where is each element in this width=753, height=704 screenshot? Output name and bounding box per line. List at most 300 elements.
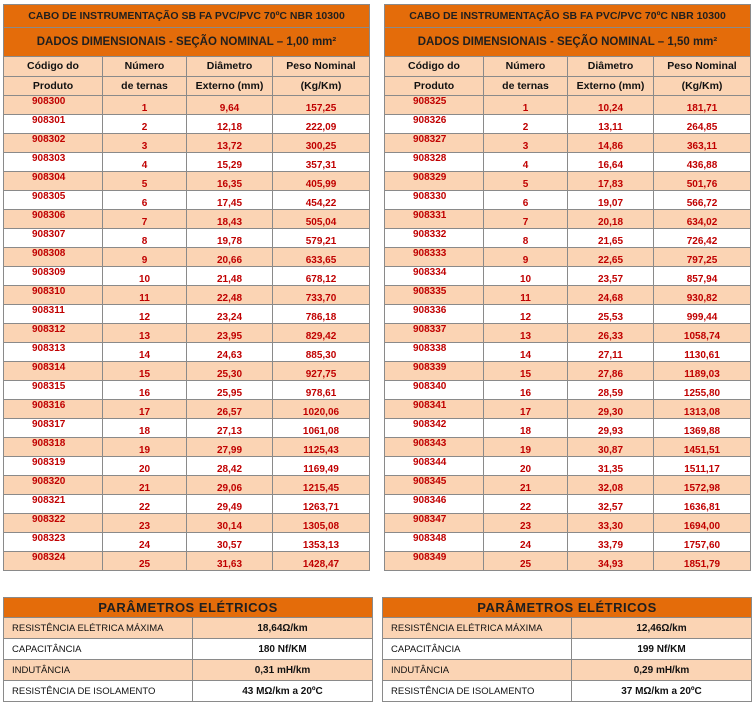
param-row [4,618,373,639]
product-code: 908314 [4,362,103,381]
nominal-weight: 678,12 [273,267,370,286]
nominal-weight: 181,71 [654,96,751,115]
nominal-weight: 1255,80 [654,381,751,400]
product-code: 908320 [4,476,103,495]
table-row [385,324,751,343]
ternas-count: 15 [484,362,568,381]
ternas-count: 1 [103,96,187,115]
ternas-count: 6 [103,191,187,210]
table-row [4,552,370,571]
nominal-weight: 1313,08 [654,400,751,419]
param-label: RESISTÊNCIA ELÉTRICA MÁXIMA [383,618,572,639]
nominal-weight: 264,85 [654,115,751,134]
nominal-weight: 1851,79 [654,552,751,571]
ternas-count: 23 [103,514,187,533]
electrical-params-1-50mm2 [382,597,752,702]
external-diameter: 23,95 [187,324,273,343]
ternas-count: 8 [484,229,568,248]
param-row [383,618,752,639]
ternas-count: 5 [484,172,568,191]
params-rows [4,618,373,702]
external-diameter: 31,63 [187,552,273,571]
external-diameter: 9,64 [187,96,273,115]
table-row [385,438,751,457]
table-row [385,381,751,400]
nominal-weight: 634,02 [654,210,751,229]
table-row [4,248,370,267]
nominal-weight: 501,76 [654,172,751,191]
product-code: 908332 [385,229,484,248]
params-rows [383,618,752,702]
nominal-weight: 1511,17 [654,457,751,476]
ternas-count: 24 [103,533,187,552]
ternas-count: 19 [484,438,568,457]
header-produto: Produto [385,76,484,96]
header-ternas: de ternas [103,76,187,96]
table-row [385,495,751,514]
ternas-count: 14 [484,343,568,362]
nominal-weight: 1572,98 [654,476,751,495]
table-row [4,457,370,476]
nominal-weight: 405,99 [273,172,370,191]
product-code: 908319 [4,457,103,476]
nominal-weight: 357,31 [273,153,370,172]
ternas-count: 3 [484,134,568,153]
ternas-count: 12 [103,305,187,324]
ternas-count: 3 [103,134,187,153]
table-row [4,305,370,324]
table-row [385,248,751,267]
nominal-weight: 797,25 [654,248,751,267]
external-diameter: 27,13 [187,419,273,438]
table-row [385,552,751,571]
nominal-weight: 829,42 [273,324,370,343]
ternas-count: 13 [484,324,568,343]
nominal-weight: 300,25 [273,134,370,153]
param-value: 0,31 mH/km [193,660,373,681]
external-diameter: 25,30 [187,362,273,381]
external-diameter: 32,57 [568,495,654,514]
product-code: 908301 [4,115,103,134]
product-code: 908318 [4,438,103,457]
external-diameter: 17,45 [187,191,273,210]
product-code: 908326 [385,115,484,134]
param-row [383,639,752,660]
table-title: CABO DE INSTRUMENTAÇÃO SB FA PVC/PVC 70ºC NBR 10300 [4,5,370,28]
ternas-count: 20 [484,457,568,476]
nominal-weight: 1263,71 [273,495,370,514]
ternas-count: 21 [484,476,568,495]
product-code: 908308 [4,248,103,267]
ternas-count: 14 [103,343,187,362]
product-code: 908310 [4,286,103,305]
nominal-weight: 1215,45 [273,476,370,495]
product-code: 908333 [385,248,484,267]
external-diameter: 19,78 [187,229,273,248]
external-diameter: 30,87 [568,438,654,457]
product-code: 908330 [385,191,484,210]
param-label: INDUTÂNCIA [383,660,572,681]
nominal-weight: 885,30 [273,343,370,362]
product-code: 908306 [4,210,103,229]
params-title: PARÂMETROS ELÉTRICOS [383,598,752,618]
table-row [385,476,751,495]
product-code: 908302 [4,134,103,153]
ternas-count: 25 [103,552,187,571]
spec-table-body [385,5,751,96]
external-diameter: 24,63 [187,343,273,362]
param-value: 0,29 mH/km [572,660,752,681]
ternas-count: 23 [484,514,568,533]
header-produto: Produto [4,76,103,96]
product-code: 908328 [385,153,484,172]
ternas-count: 16 [103,381,187,400]
table-subtitle: DADOS DIMENSIONAIS - SEÇÃO NOMINAL – 1,00 mm² [4,28,370,57]
product-code: 908305 [4,191,103,210]
nominal-weight: 927,75 [273,362,370,381]
external-diameter: 33,79 [568,533,654,552]
nominal-weight: 1636,81 [654,495,751,514]
nominal-weight: 1125,43 [273,438,370,457]
nominal-weight: 930,82 [654,286,751,305]
table-row [4,514,370,533]
table-row [4,381,370,400]
table-row [4,286,370,305]
external-diameter: 30,14 [187,514,273,533]
product-code: 908324 [4,552,103,571]
spec-table-1-50mm2 [384,4,751,571]
external-diameter: 15,29 [187,153,273,172]
external-diameter: 13,72 [187,134,273,153]
external-diameter: 20,66 [187,248,273,267]
param-value: 12,46Ω/km [572,618,752,639]
params-title-body [4,598,373,618]
param-value: 37 MΩ/km a 20ºC [572,681,752,702]
product-code: 908334 [385,267,484,286]
product-code: 908312 [4,324,103,343]
header-codigo: Código do [385,57,484,77]
ternas-count: 20 [103,457,187,476]
ternas-count: 4 [484,153,568,172]
param-label: INDUTÂNCIA [4,660,193,681]
table-row [4,267,370,286]
ternas-count: 10 [103,267,187,286]
header-diametro: Diâmetro [187,57,273,77]
electrical-params-1-00mm2 [3,597,373,702]
product-code: 908311 [4,305,103,324]
nominal-weight: 1451,51 [654,438,751,457]
external-diameter: 27,11 [568,343,654,362]
table-subtitle: DADOS DIMENSIONAIS - SEÇÃO NOMINAL – 1,50 mm² [385,28,751,57]
ternas-count: 12 [484,305,568,324]
external-diameter: 31,35 [568,457,654,476]
ternas-count: 10 [484,267,568,286]
param-row [4,639,373,660]
ternas-count: 18 [103,419,187,438]
external-diameter: 29,49 [187,495,273,514]
params-title-body [383,598,752,618]
table-row [4,210,370,229]
ternas-count: 6 [484,191,568,210]
table-row [385,115,751,134]
table-row [385,267,751,286]
header-externo: Externo (mm) [568,76,654,96]
nominal-weight: 633,65 [273,248,370,267]
nominal-weight: 363,11 [654,134,751,153]
ternas-count: 17 [484,400,568,419]
external-diameter: 16,35 [187,172,273,191]
product-code: 908337 [385,324,484,343]
header-codigo: Código do [4,57,103,77]
table-row [385,134,751,153]
product-code: 908343 [385,438,484,457]
table-row [385,153,751,172]
external-diameter: 27,99 [187,438,273,457]
external-diameter: 17,83 [568,172,654,191]
nominal-weight: 999,44 [654,305,751,324]
product-code: 908323 [4,533,103,552]
product-code: 908317 [4,419,103,438]
param-value: 199 Nf/KM [572,639,752,660]
spec-table-body [4,5,370,96]
header-peso: Peso Nominal [273,57,370,77]
param-label: CAPACITÂNCIA [4,639,193,660]
table-row [4,362,370,381]
external-diameter: 19,07 [568,191,654,210]
product-code: 908327 [385,134,484,153]
external-diameter: 32,08 [568,476,654,495]
table-row [4,343,370,362]
table-row [385,286,751,305]
nominal-weight: 1169,49 [273,457,370,476]
param-row [383,681,752,702]
ternas-count: 17 [103,400,187,419]
ternas-count: 24 [484,533,568,552]
external-diameter: 30,57 [187,533,273,552]
ternas-count: 7 [484,210,568,229]
external-diameter: 18,43 [187,210,273,229]
external-diameter: 14,86 [568,134,654,153]
ternas-count: 22 [484,495,568,514]
ternas-count: 2 [103,115,187,134]
table-row [385,172,751,191]
external-diameter: 34,93 [568,552,654,571]
table-row [4,533,370,552]
ternas-count: 5 [103,172,187,191]
ternas-count: 9 [103,248,187,267]
table-row [4,400,370,419]
ternas-count: 19 [103,438,187,457]
product-code: 908331 [385,210,484,229]
nominal-weight: 1694,00 [654,514,751,533]
param-row [383,660,752,681]
table-row [385,210,751,229]
table-row [385,343,751,362]
table-row [385,514,751,533]
ternas-count: 13 [103,324,187,343]
external-diameter: 25,95 [187,381,273,400]
ternas-count: 21 [103,476,187,495]
product-code: 908300 [4,96,103,115]
product-code: 908349 [385,552,484,571]
product-code: 908309 [4,267,103,286]
external-diameter: 29,93 [568,419,654,438]
table-row [4,115,370,134]
ternas-count: 7 [103,210,187,229]
product-code: 908316 [4,400,103,419]
product-code: 908345 [385,476,484,495]
table-row [385,457,751,476]
external-diameter: 26,57 [187,400,273,419]
external-diameter: 20,18 [568,210,654,229]
header-peso: Peso Nominal [654,57,751,77]
nominal-weight: 1369,88 [654,419,751,438]
param-label: RESISTÊNCIA DE ISOLAMENTO [4,681,193,702]
external-diameter: 27,86 [568,362,654,381]
table-row [4,153,370,172]
ternas-count: 22 [103,495,187,514]
product-code: 908303 [4,153,103,172]
table-row [385,419,751,438]
product-code: 908321 [4,495,103,514]
table-row [385,400,751,419]
param-label: CAPACITÂNCIA [383,639,572,660]
table-row [4,419,370,438]
product-code: 908347 [385,514,484,533]
product-code: 908342 [385,419,484,438]
nominal-weight: 566,72 [654,191,751,210]
nominal-weight: 1428,47 [273,552,370,571]
table-row [4,134,370,153]
product-code: 908344 [385,457,484,476]
param-label: RESISTÊNCIA DE ISOLAMENTO [383,681,572,702]
header-externo: Externo (mm) [187,76,273,96]
nominal-weight: 978,61 [273,381,370,400]
external-diameter: 29,30 [568,400,654,419]
table-row [4,191,370,210]
external-diameter: 22,48 [187,286,273,305]
table-row [385,305,751,324]
table-row [385,191,751,210]
product-code: 908335 [385,286,484,305]
nominal-weight: 726,42 [654,229,751,248]
nominal-weight: 1061,08 [273,419,370,438]
product-code: 908341 [385,400,484,419]
external-diameter: 25,53 [568,305,654,324]
table-row [385,96,751,115]
table-row [4,172,370,191]
product-code: 908346 [385,495,484,514]
ternas-count: 25 [484,552,568,571]
external-diameter: 23,57 [568,267,654,286]
ternas-count: 15 [103,362,187,381]
nominal-weight: 857,94 [654,267,751,286]
table-row [4,438,370,457]
product-code: 908336 [385,305,484,324]
nominal-weight: 157,25 [273,96,370,115]
header-diametro: Diâmetro [568,57,654,77]
param-value: 18,64Ω/km [193,618,373,639]
nominal-weight: 733,70 [273,286,370,305]
external-diameter: 26,33 [568,324,654,343]
nominal-weight: 1189,03 [654,362,751,381]
product-code: 908313 [4,343,103,362]
ternas-count: 1 [484,96,568,115]
external-diameter: 12,18 [187,115,273,134]
ternas-count: 8 [103,229,187,248]
product-code: 908307 [4,229,103,248]
external-diameter: 21,65 [568,229,654,248]
external-diameter: 22,65 [568,248,654,267]
nominal-weight: 1058,74 [654,324,751,343]
nominal-weight: 579,21 [273,229,370,248]
ternas-count: 18 [484,419,568,438]
ternas-count: 16 [484,381,568,400]
header-ternas: de ternas [484,76,568,96]
header-numero: Número [103,57,187,77]
external-diameter: 23,24 [187,305,273,324]
ternas-count: 11 [484,286,568,305]
header-numero: Número [484,57,568,77]
nominal-weight: 222,09 [273,115,370,134]
external-diameter: 33,30 [568,514,654,533]
nominal-weight: 505,04 [273,210,370,229]
nominal-weight: 436,88 [654,153,751,172]
param-row [4,681,373,702]
product-code: 908304 [4,172,103,191]
external-diameter: 21,48 [187,267,273,286]
external-diameter: 24,68 [568,286,654,305]
params-title: PARÂMETROS ELÉTRICOS [4,598,373,618]
external-diameter: 16,64 [568,153,654,172]
spec-rows [4,96,370,571]
param-label: RESISTÊNCIA ELÉTRICA MÁXIMA [4,618,193,639]
header-kgkm: (Kg/Km) [654,76,751,96]
param-row [4,660,373,681]
table-row [385,533,751,552]
external-diameter: 28,59 [568,381,654,400]
external-diameter: 29,06 [187,476,273,495]
nominal-weight: 1130,61 [654,343,751,362]
ternas-count: 4 [103,153,187,172]
product-code: 908338 [385,343,484,362]
product-code: 908322 [4,514,103,533]
param-value: 43 MΩ/km a 20ºC [193,681,373,702]
param-value: 180 Nf/KM [193,639,373,660]
external-diameter: 28,42 [187,457,273,476]
product-code: 908340 [385,381,484,400]
nominal-weight: 1305,08 [273,514,370,533]
table-row [4,96,370,115]
ternas-count: 2 [484,115,568,134]
product-code: 908348 [385,533,484,552]
table-row [385,229,751,248]
product-code: 908339 [385,362,484,381]
nominal-weight: 786,18 [273,305,370,324]
table-row [385,362,751,381]
table-row [4,476,370,495]
table-row [4,495,370,514]
table-title: CABO DE INSTRUMENTAÇÃO SB FA PVC/PVC 70ºC NBR 10300 [385,5,751,28]
ternas-count: 9 [484,248,568,267]
product-code: 908325 [385,96,484,115]
nominal-weight: 454,22 [273,191,370,210]
external-diameter: 13,11 [568,115,654,134]
ternas-count: 11 [103,286,187,305]
table-row [4,324,370,343]
external-diameter: 10,24 [568,96,654,115]
nominal-weight: 1353,13 [273,533,370,552]
